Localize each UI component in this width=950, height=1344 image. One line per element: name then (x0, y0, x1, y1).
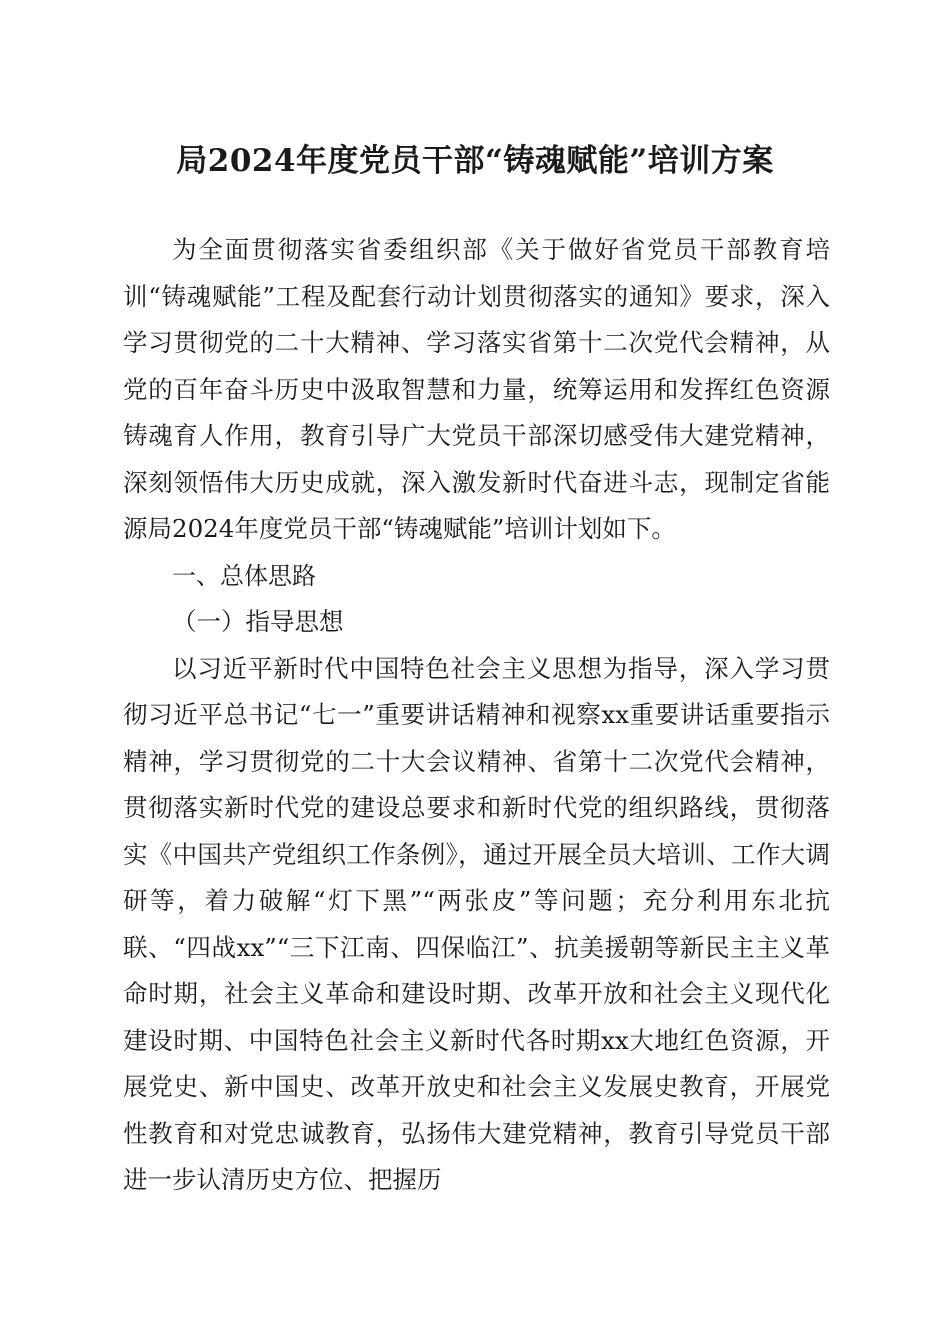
document-title: 局2024年度党员干部“铸魂赋能”培训方案 (176, 143, 774, 179)
intro-paragraph: 为全面贯彻落实省委组织部《关于做好省党员干部教育培训“铸魂赋能”工程及配套行动计划贯彻落实的通知》要求，深入学习贯彻党的二十大精神、学习落实省第十二次党代会精神，从党的百年奋斗历史中汲取智慧和力量，统筹运用和发挥红色资源铸魂育人作用，教育引导广大党员干部深切感受伟大建党精神，深刻领悟伟大历史成就，深入激发新时代奋进斗志，现制定省能源局2024年度党员干部“铸魂赋能”培训计划如下。 (123, 235, 830, 543)
section-heading-overall-approach: 一、总体思路 (172, 561, 316, 590)
guiding-thought-paragraph: 以习近平新时代中国特色社会主义思想为指导，深入学习贯彻习近平总书记“七一”重要讲话精神和视察xx重要讲话重要指示精神，学习贯彻党的二十大会议精神、省第十二次党代会精神，贯彻落实新时代党的建设总要求和新时代党的组织路线，贯彻落实《中国共产党组织工作条例》，通过开展全员大培训、工作大调研等，着力破解“灯下黑”“两张皮”等问题；充分利用东北抗联、“四战xx”“三下江南、四保临江”、抗美援朝等新民主主义革命时期，社会主义革命和建设时期、改革开放和社会主义现代化建设时期、中国特色社会主义新时代各时期xx大地红色资源，开展党史、新中国史、改革开放史和社会主义发展史教育，开展党性教育和对党忠诚教育，弘扬伟大建党精神，教育引导党员干部进一步认清历史方位、把握历 (123, 653, 830, 1194)
document-body (123, 227, 830, 1204)
subsection-heading-guiding-thought: （一）指导思想 (172, 607, 344, 636)
